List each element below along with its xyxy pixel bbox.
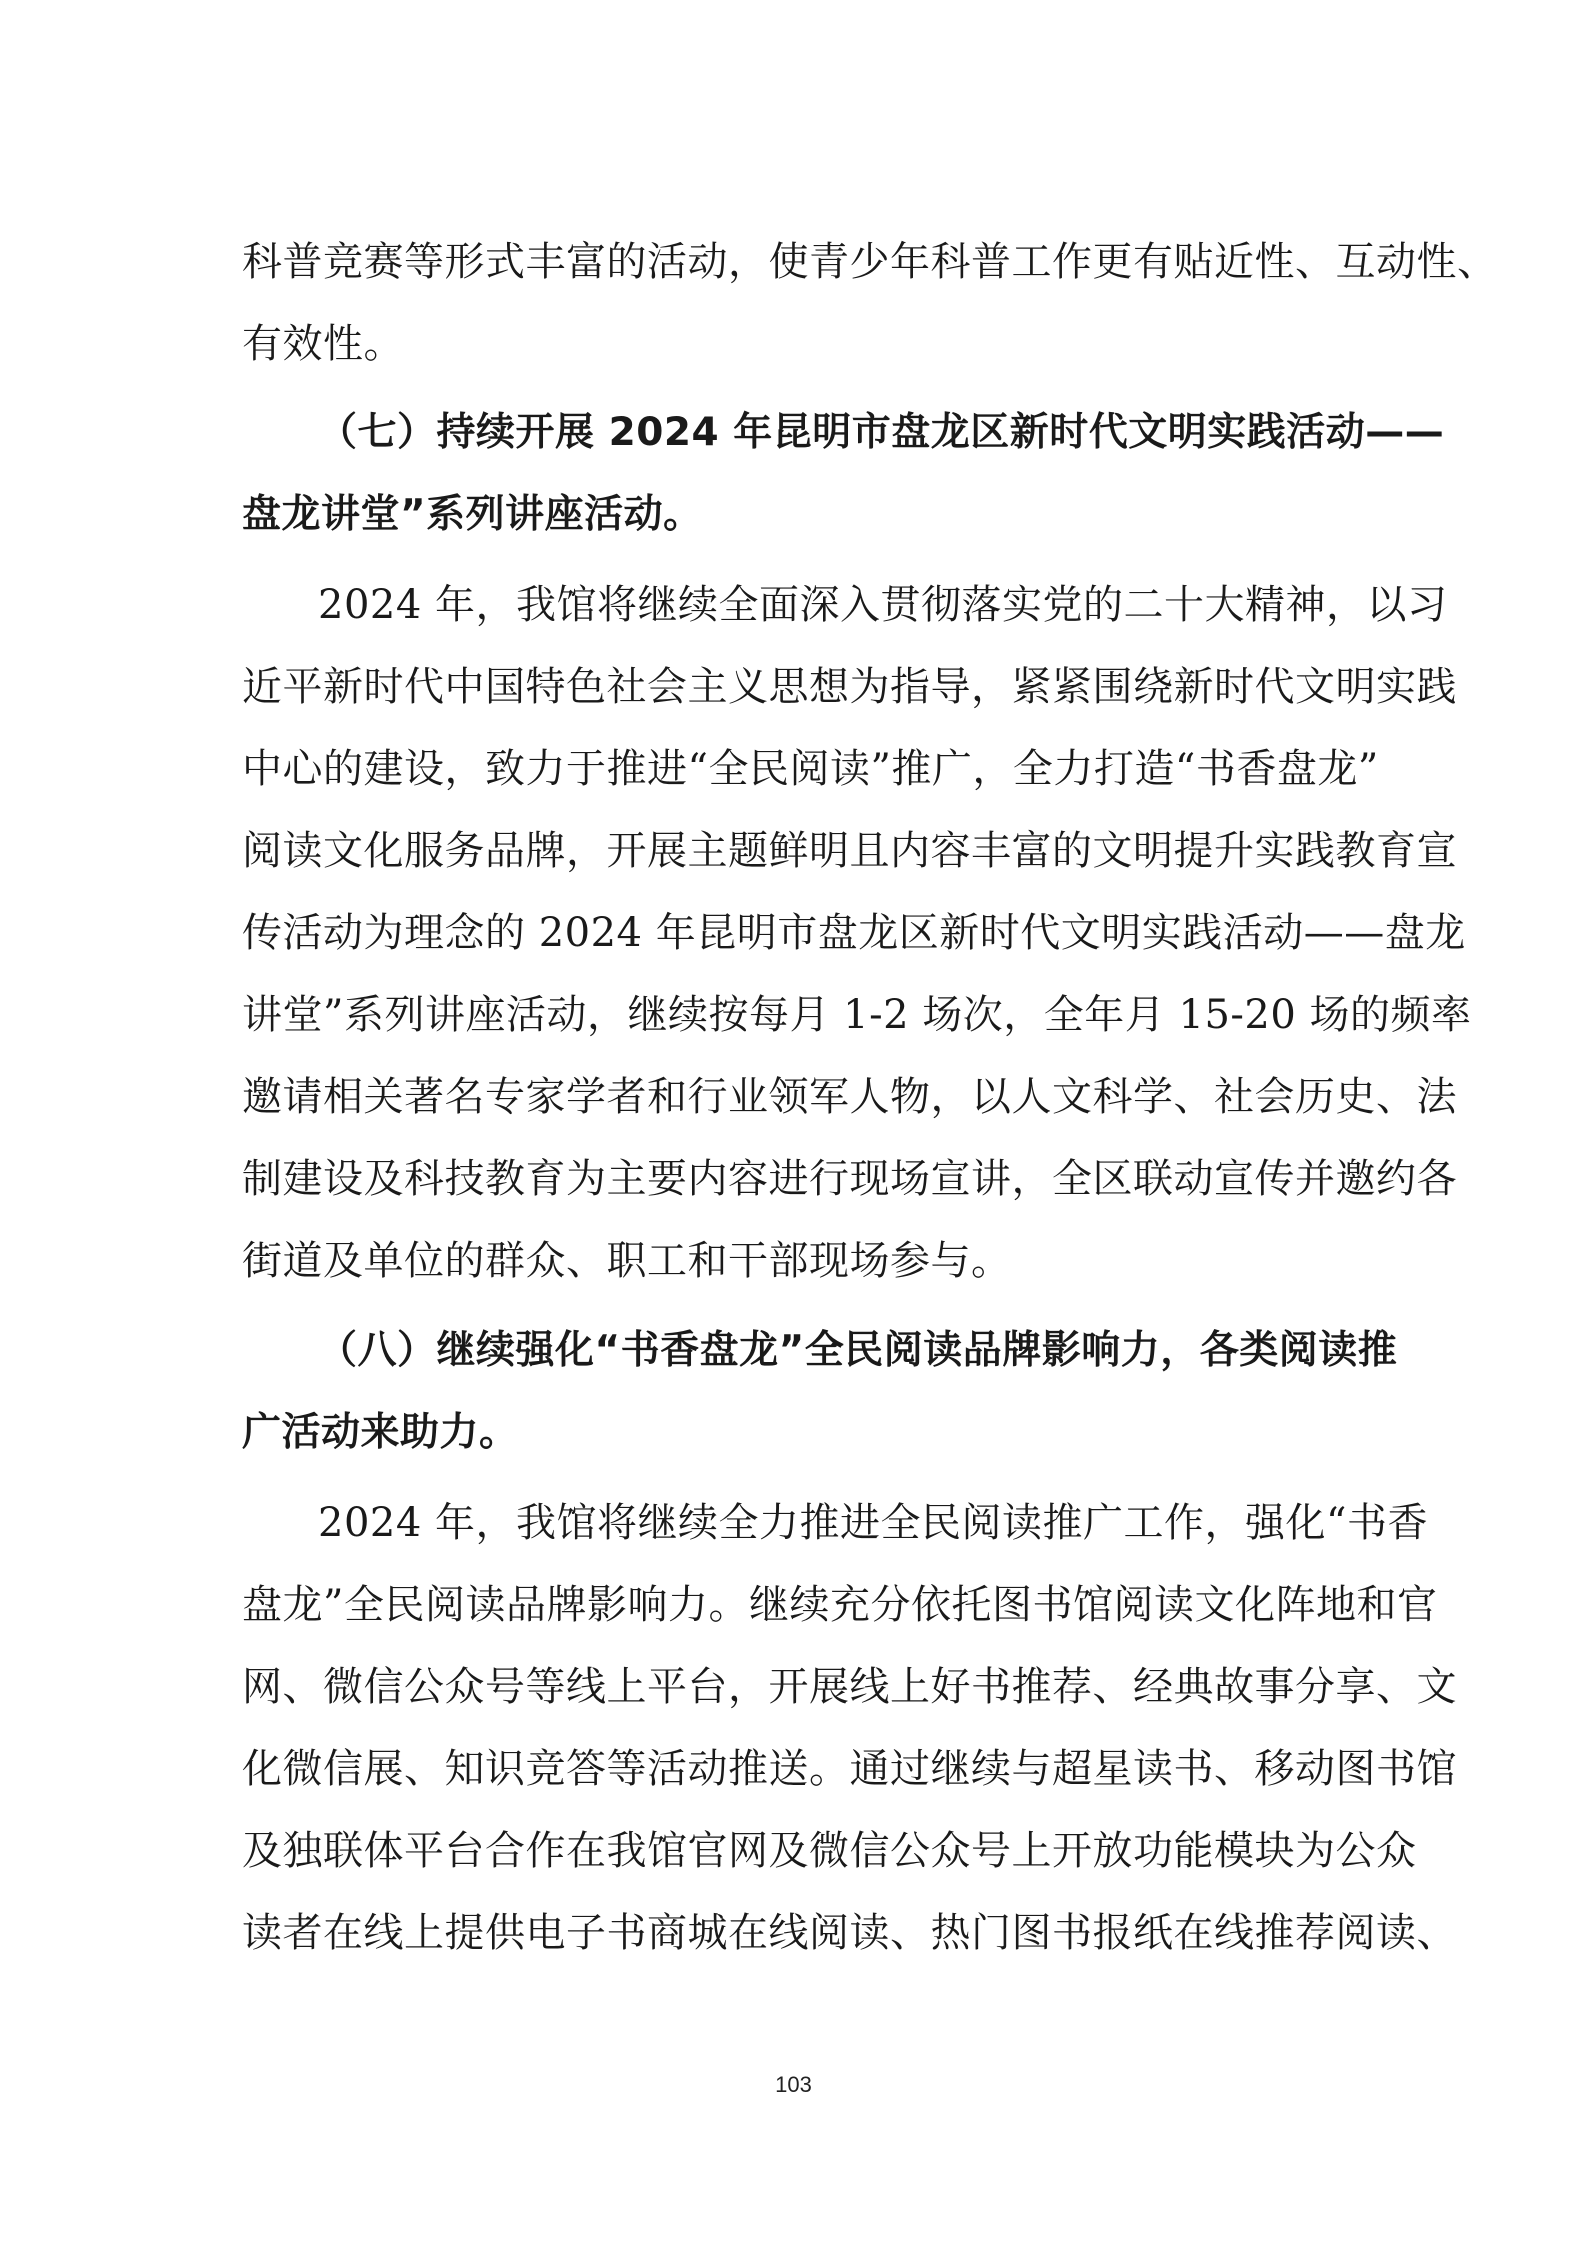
body-text-line: 化微信展、知识竞答等活动推送。通过继续与超星读书、移动图书馆 <box>242 1746 1457 1792</box>
body-text-line: 制建设及科技教育为主要内容进行现场宣讲，全区联动宣传并邀约各 <box>242 1156 1457 1202</box>
section-heading-line: 盘龙讲堂”系列讲座活动。 <box>242 492 703 537</box>
body-text-line: 及独联体平台合作在我馆官网及微信公众号上开放功能模块为公众 <box>242 1828 1417 1874</box>
body-text-line: 科普竞赛等形式丰富的活动，使青少年科普工作更有贴近性、互动性、 <box>242 239 1498 285</box>
page-number: 103 <box>775 2072 812 2097</box>
body-text-line: 阅读文化服务品牌，开展主题鲜明且内容丰富的文明提升实践教育宣 <box>242 828 1457 874</box>
body-text-line: 邀请相关著名专家学者和行业领军人物，以人文科学、社会历史、法 <box>242 1074 1457 1120</box>
body-text-line: 讲堂”系列讲座活动，继续按每月 1-2 场次，全年月 15-20 场的频率 <box>242 992 1472 1038</box>
body-text-line: 2024 年，我馆将继续全力推进全民阅读推广工作，强化“书香 <box>318 1500 1428 1546</box>
body-text-line: 街道及单位的群众、职工和干部现场参与。 <box>242 1238 1012 1284</box>
section-heading-line: （七）持续开展 2024 年昆明市盘龙区新时代文明实践活动—— <box>318 410 1445 455</box>
body-text-line: 近平新时代中国特色社会主义思想为指导，紧紧围绕新时代文明实践 <box>242 664 1457 710</box>
body-text-line: 有效性。 <box>242 321 404 367</box>
body-text-line: 网、微信公众号等线上平台，开展线上好书推荐、经典故事分享、文 <box>242 1664 1457 1710</box>
section-heading-line: 广活动来助力。 <box>242 1410 519 1455</box>
body-text-line: 2024 年，我馆将继续全面深入贯彻落实党的二十大精神，以习 <box>318 582 1448 628</box>
section-heading-line: （八）继续强化“书香盘龙”全民阅读品牌影响力，各类阅读推 <box>318 1328 1398 1373</box>
body-text-line: 传活动为理念的 2024 年昆明市盘龙区新时代文明实践活动——盘龙 <box>242 910 1466 956</box>
body-text-line: 中心的建设，致力于推进“全民阅读”推广，全力打造“书香盘龙” <box>242 746 1379 792</box>
body-text-line: 盘龙”全民阅读品牌影响力。继续充分依托图书馆阅读文化阵地和官 <box>242 1582 1438 1628</box>
body-text-line: 读者在线上提供电子书商城在线阅读、热门图书报纸在线推荐阅读、 <box>242 1910 1457 1956</box>
